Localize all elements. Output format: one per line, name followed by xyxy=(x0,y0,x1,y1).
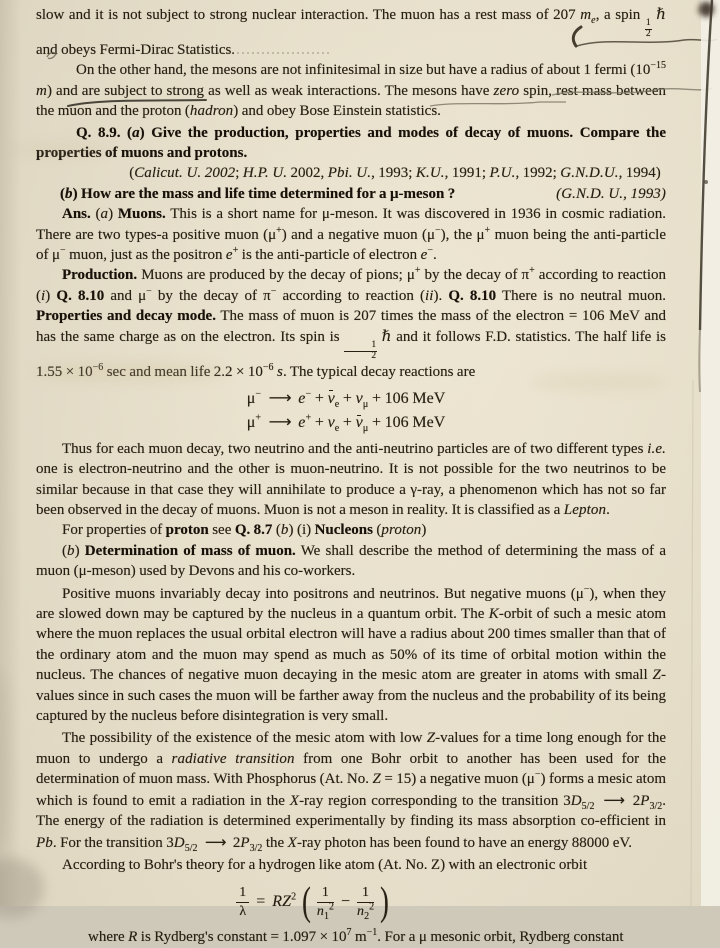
bohr-formula: $\frac{1}{\lambda}$ = $RZ^2$ ( 1 $n_1^2$ − $\frac{1}{n_2^2}$ ) xyxy=(236,884,390,920)
text-column xyxy=(36,5,666,948)
para-proton-reference: For properties of proton see Q. 8.7 (b) (i) Nucleons (proton) xyxy=(62,522,427,539)
question-b-text: (b) How are the mass and life time determined for a μ-meson ? xyxy=(60,185,456,202)
para-answer-muons: Ans. (a) Muons. This is a short name for μ-meson. It was discovered in 1936 in cosmic radiation. There are two types-a positive muon (μ+) and a negative muon (μ−), the μ+ muon being the anti-particle of μ− muon, just as the positron e+ is the anti-particle of electron e−. xyxy=(36,206,667,263)
decay-equation-mu-plus: μ+ ⟶ $e^+ + \nu_e + \nu_\mu + 106$ MeV xyxy=(246,412,446,435)
dark-corner-mark-top-right xyxy=(698,2,714,17)
para-mesic-atom: The possibility of the existence of the mesic atom with low Z-values for a time long enough for the muon to undergo a radiative transition from one Bohr orbit to another has been used for the determination of muon mass. With Phosphorus (At. No. Z = 15) a negative muon (μ−) forms a mesic atom which is found to emit a radiation in the X-ray region corresponding to the transition $3D_{5/2}$ ⟶ $2P_{3/2}$. The energy of the radiation is determined experimentally by finding its mass absorption co-efficient in Pb. For the transition $3D_{5/2}$ ⟶ $2P_{3/2}$ the X-ray photon has been found to have an energy 88000 eV. xyxy=(36,730,667,854)
page-edge-line-right-fade xyxy=(699,330,700,392)
page-crease-line xyxy=(691,380,693,906)
para-mesons: On the other hand, the mesons are not infinitesimal in size but have a radius of about 1 fermi ($10^{-15}$ m) and are subject to strong as well as weak interactions. The mesons have zero spin, rest mass between the muon and the proton (hadron) and obey Bose Einstein statistics. xyxy=(36,60,666,120)
bohr-formula-block xyxy=(0,879,628,925)
page-edge-line-right xyxy=(700,0,712,330)
question-b-row xyxy=(36,184,666,204)
para-muon-capture: Positive muons invariably decay into positrons and neutrinos. But negative muons (μ−), when they are slowed down may be captured by the nucleus in a quantum orbit. The K-orbit of such a mesic atom where the muon replaces the usual orbital electron will have a radius about 200 times smaller than that of the ordinary atom and the muon may spend as much as 50% of its time of orbital motion within the nucleus. The chances of negative muon decaying in the mesic atom are greater in atoms with small Z-values since in such cases the muon will be farther away from the nucleus and the probability of its being captured by the nucleus before disintegration is very small. xyxy=(36,583,666,725)
para-rydberg-constant: where R is Rydberg's constant = $1.097 \times 10^7$ $m^{-1}$. For a μ mesonic orbit, Rydberg constant xyxy=(88,927,624,946)
para-determination-intro: (b) Determination of mass of muon. We shall describe the method of determining the mass of a muon (μ-meson) used by Devons and his co-workers. xyxy=(36,542,666,580)
para-neutrino-types: Thus for each muon decay, two neutrino and the anti-neutrino particles are of two different types i.e. one is electron-neutrino and the other is muon-neutrino. It is not possible for the two neutrinos to be similar because in that case they will annihilate to produce a γ-ray, a phenomenon which has not so far been observed in the decay of muons. Muon is not a meson in reality. It is classified as a Lepton. xyxy=(36,440,666,518)
smudge-left-edge xyxy=(0,670,12,850)
citation-line: (Calicut. U. 2002; H.P. U. 2002, Pbi. U., 1993; K.U., 1991; P.U., 1992; G.N.D.U., 1994) xyxy=(129,165,661,182)
question-b-ref: (G.N.D. U., 1993) xyxy=(556,185,666,202)
decay-equation-mu-minus: μ− ⟶ $e^- + \nu_e + \nu_\mu + 106$ MeV xyxy=(246,387,446,411)
para-intro-continuation: slow and it is not subject to strong nuclear interaction. The muon has a rest mass of 207 $m_e$, a spin $\frac{1}{2}$ ℏ and obeys Fermi-Dirac Statistics. xyxy=(36,7,666,58)
question-heading: Q. 8.9. (a) Give the production, properties and modes of decay of muons. Compare the properties of muons and protons. xyxy=(36,124,666,161)
page-edge-pale-strip xyxy=(701,0,720,906)
ink-dot-right-margin xyxy=(704,180,708,184)
para-bohr-theory-intro: According to Bohr's theory for a hydrogen like atom (At. No. Z) with an electronic orbit xyxy=(62,856,588,873)
para-production: Production. Muons are produced by the decay of pions; μ+ by the decay of π+ according to reaction (i) Q. 8.10 and μ− by the decay of π− according to reaction (ii). Q. 8.10 There is no neutral muon. Properties and decay mode. The mass of muon is 207 times the mass of the electron = 106 MeV and has the same charge as on the electron. Its spin is $\frac{1}{2}$ ℏ and it follows F.D. statistics. The half life is $1.55 \times 10^{-6}$ sec and mean life $2.2 \times 10^{-6}$ s. The typical decay reactions are xyxy=(36,265,667,380)
